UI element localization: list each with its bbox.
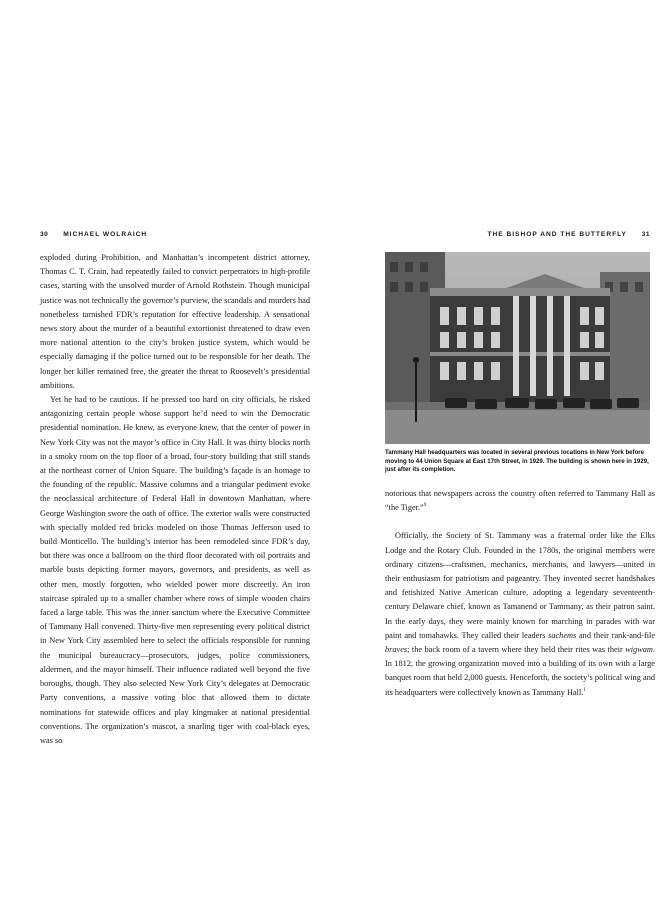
left-page-number: 30 <box>40 231 49 238</box>
footnote-marker: 1 <box>583 687 586 693</box>
paragraph-text: and their rank-and-file <box>576 630 655 640</box>
paragraph-text: Officially, the Society of St. Tammany was a fraternal order like the Elks Lodge and the Rotary Club. Founded in the 1780s, the original members were ordinary citizens—craftsmen, mechanics, merchants, and lawyers—united in their enthusiasm for patriotism and pageantry. They invented secret handshakes and fetishized Native American culture, adopting a legendary seventeenth-century Delaware chief, known as Tamanend or Tammany, as their patron saint. In the early days, they were mainly known for marching in parades with war paint and tomahawks. They called their leaders <box>385 531 655 640</box>
right-page <box>330 0 660 904</box>
paragraph-text: . In 1812, the growing organization moved into a building of its own with a large banquet room that held 2,000 guests. Henceforth, the society’s political wing and its headquarters were collectively known as Tammany Hall. <box>385 645 655 697</box>
paragraph-text: notorious that newspapers across the country often referred to Tammany Hall as “the Tiger.” <box>385 489 655 513</box>
paragraph <box>385 487 655 515</box>
tammany-hall-photo <box>385 252 650 444</box>
left-running-head <box>40 231 147 238</box>
italic-term: wigwam <box>625 645 653 655</box>
left-author-name: MICHAEL WOLRAICH <box>63 231 148 238</box>
paragraph-text: ; the back room of a tavern where they held their rites was their <box>407 645 626 655</box>
italic-term: sachems <box>548 630 577 640</box>
footnote-marker: 9 <box>423 503 427 509</box>
right-page-number: 31 <box>641 231 650 238</box>
paragraph <box>385 529 655 699</box>
italic-term: braves <box>385 645 408 655</box>
left-body-text <box>40 251 310 748</box>
paragraph: Yet he had to be cautious. If he pressed too hard on city officials, he risked antagonizing certain people whose support he’d need to win the Democratic presidential nomination. He knew, as everyone knew, that the center of power in New York City was not the mayor’s office in City Hall. It was thirty blocks north in a smoky room on the top floor of a broad, four-story building that still stands at the northeast corner of Union Square. The building’s façade is an homage to the founding of the republic. Massive columns and a triangular pediment evoke the neoclassical architecture of Federal Hall in downtown Manhattan, where George Washington swore the oath of office. The exterior walls were constructed with specially molded red bricks modeled on those Thomas Jefferson used to build Monticello. The building’s interior has been remodeled since FDR’s day, but there was once a ballroom on the third floor decorated with oil portraits and marble busts depicting former mayors, governors, and presidents, as well as other men, mostly forgotten, who wielded power more discreetly. An iron staircase spiraled up to a smaller chamber where rows of simple wooden chairs faced a large table. This was the inner sanctum where the Executive Committee of Tammany Hall convened. Thirty-five men representing every political district in New York City assembled here to select the officials responsible for running the municipal bureaucracy—prosecutors, judges, police commissioners, aldermen, and the mayor himself. Their influence radiated well beyond the five boroughs, though. They also selected New York City’s delegates at Democratic Party conventions, a massive voting bloc that allowed them to dictate nominations for statewide offices and play kingmaker at national presidential conventions. The organization’s mascot, a snarling tiger with coal-black eyes, was so <box>40 395 310 745</box>
right-running-head <box>485 231 650 238</box>
photo-caption: Tammany Hall headquarters was located in several previous locations in New York before moving to 44 Union Square at East 17th Street, in 1929. The building is shown here in 1929, just after its completion. <box>385 449 649 474</box>
building-photo-icon <box>385 252 650 444</box>
right-book-title: THE BISHOP AND THE BUTTERFLY <box>487 231 627 238</box>
right-body-text <box>385 487 655 700</box>
paragraph: exploded during Prohibition, and Manhattan’s incompetent district attorney, Thomas C. T. Crain, had repeatedly failed to convict perpetrators in high-profile cases, starting with the unsolved murder of Arnold Rothstein. Though municipal justice was not technically the governor’s purview, the scandals and murders had nonetheless tarnished FDR’s reputation for effective leadership. A sensational news story about the murder of a beautiful extortionist threatened to draw even more national attention to the city’s broken justice system, which would be especially damaging if the police turned out to be responsible for her death. The longer her killer remained free, the greater the threat to Roosevelt’s presidential ambitions. <box>40 253 310 390</box>
